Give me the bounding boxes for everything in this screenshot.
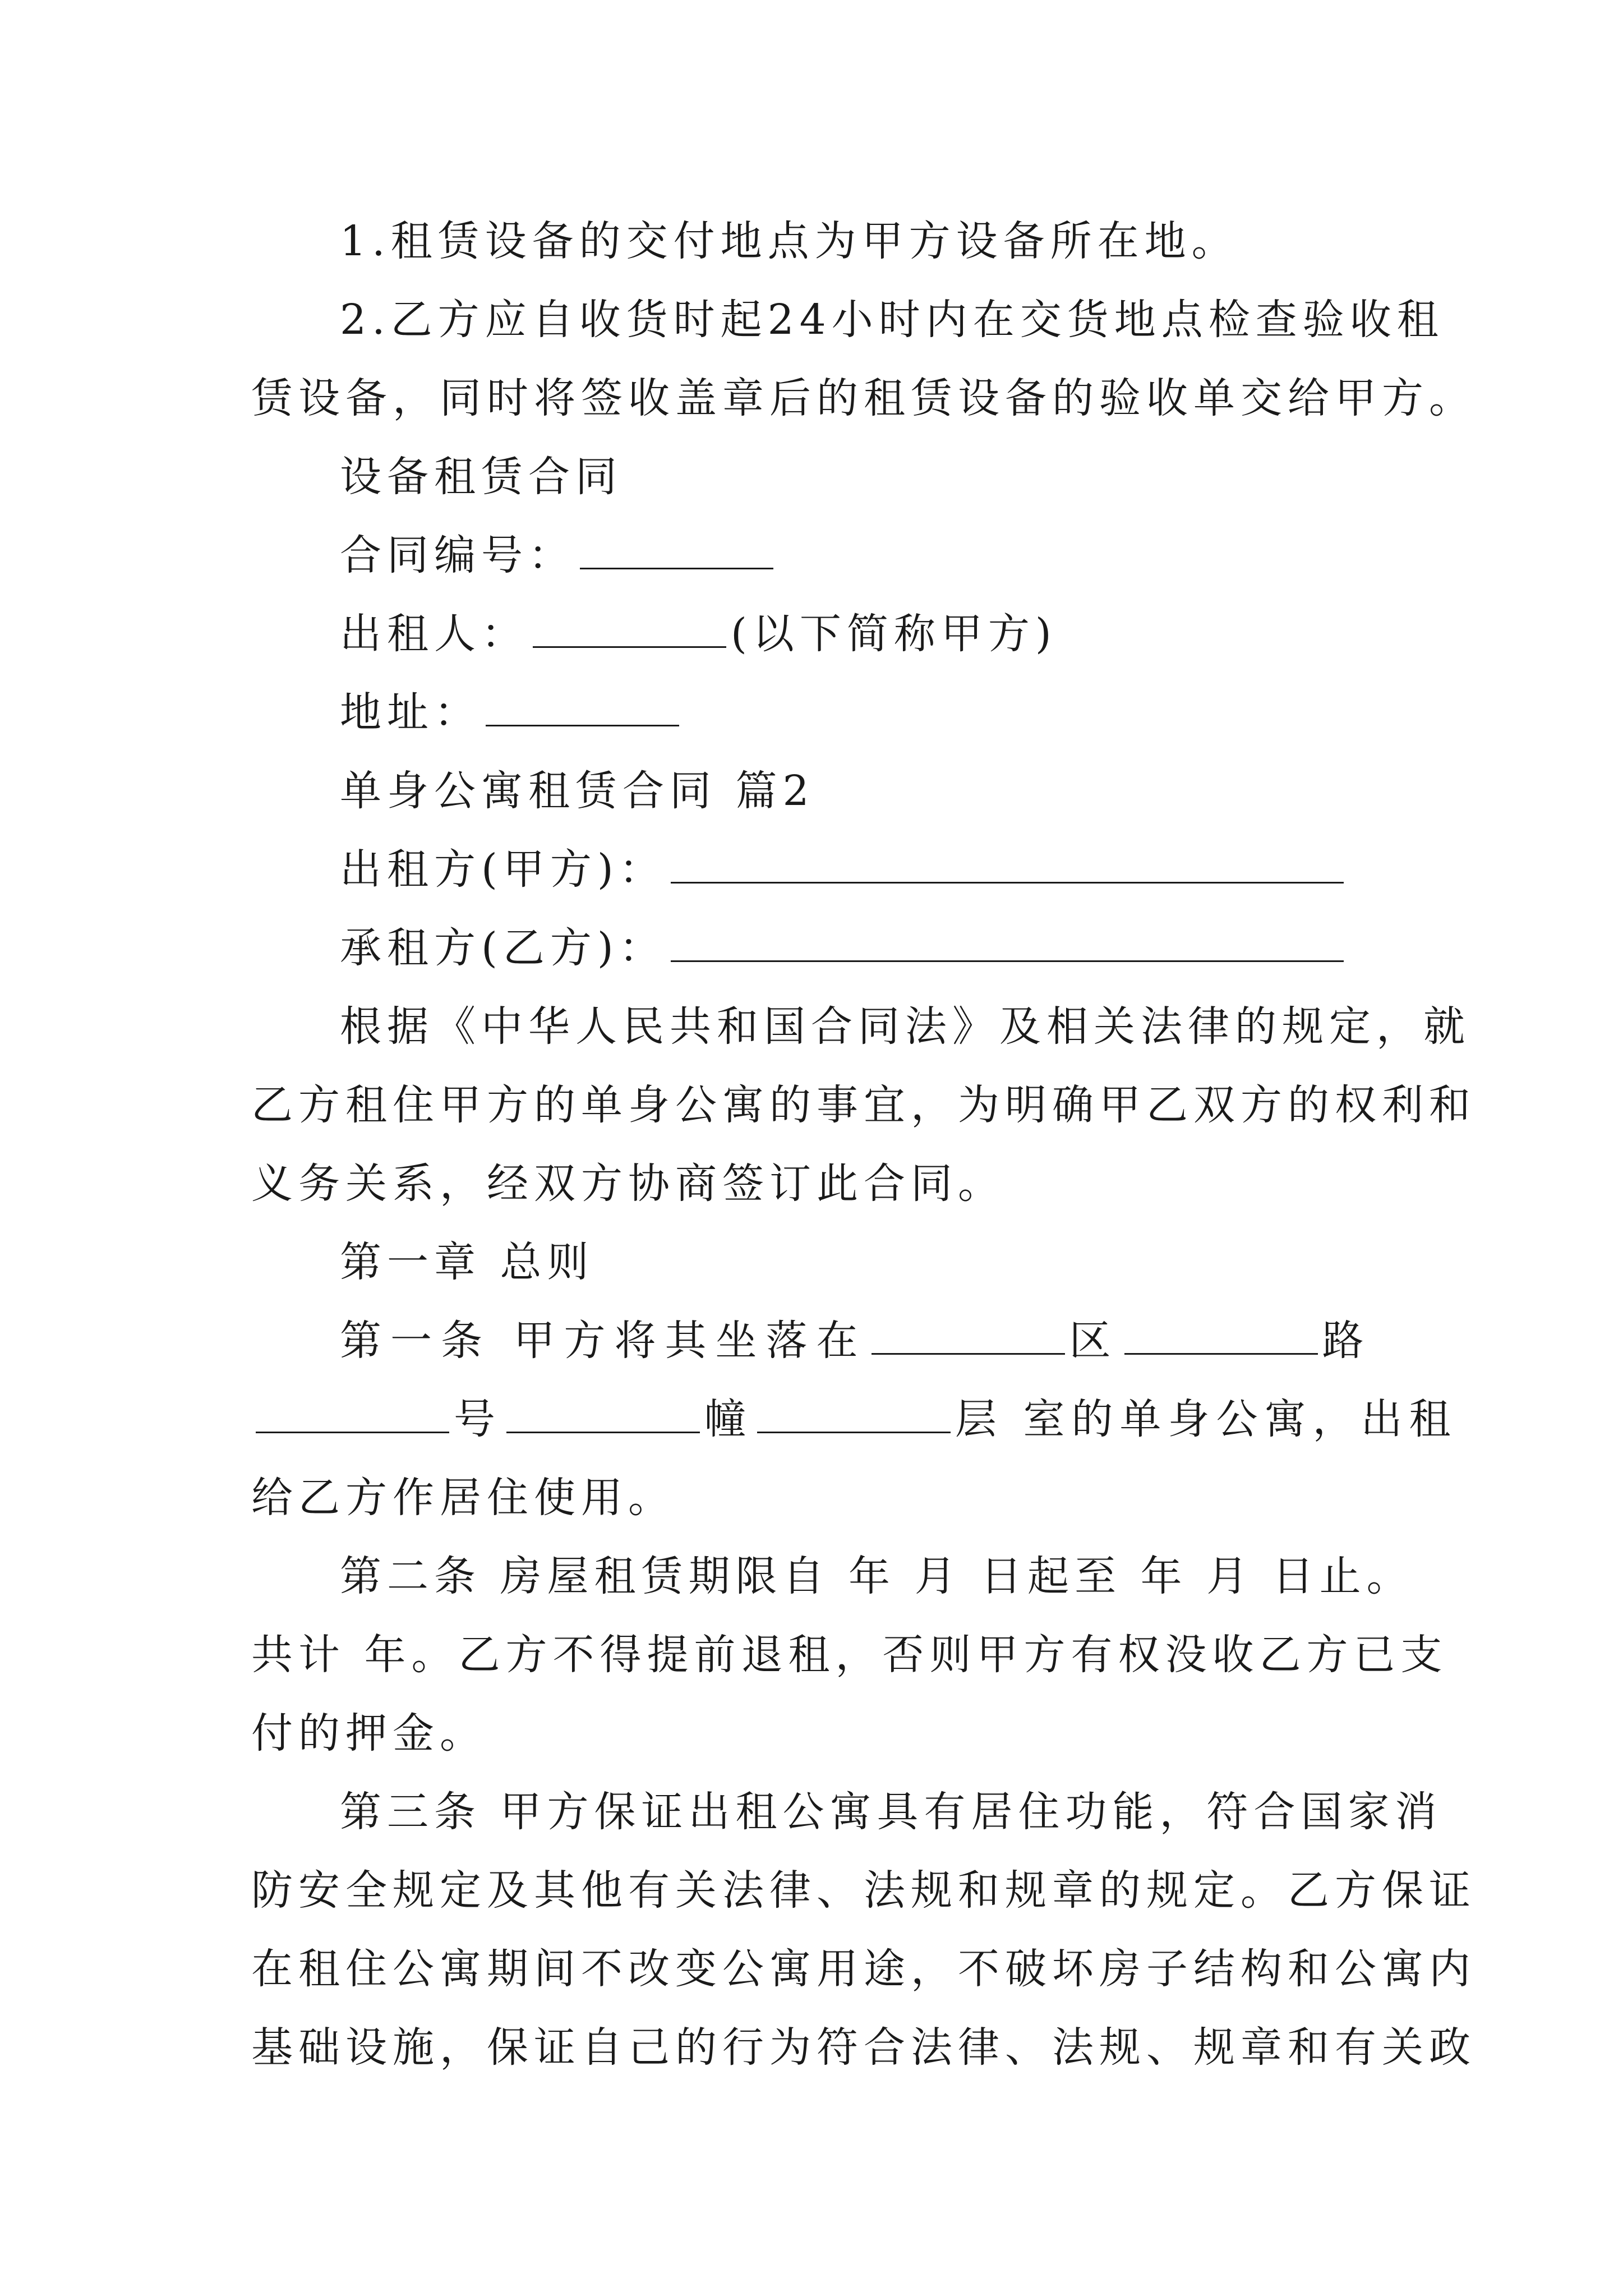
road-blank [1124, 1320, 1318, 1355]
article-1-text-e: 幢 [704, 1395, 753, 1443]
clause-inspection-line-1: 2.乙方应自收货时起24小时内在交货地点检查验收租 [340, 296, 1444, 344]
article-1-line-1 [251, 1301, 1378, 1380]
clause-inspection-line-2: 赁设备，同时将签收盖章后的租赁设备的验收单交给甲方。 [251, 374, 1476, 422]
contract-number-row [251, 516, 1378, 595]
party-b-row [251, 909, 1378, 987]
document-body [251, 202, 1476, 2087]
lessor-blank [533, 614, 726, 648]
article-1-text-a: 第一条 甲方将其坐落在 [340, 1317, 867, 1365]
building-blank [506, 1399, 700, 1433]
floor-blank [757, 1399, 951, 1433]
party-b-blank [671, 928, 1344, 962]
article-1-line-2 [251, 1380, 1458, 1458]
article-3-line-2: 防安全规定及其他有关法律、法规和规章的规定。乙方保证 [251, 1866, 1476, 1915]
preamble-line-3: 义务关系，经双方协商签订此合同。 [251, 1159, 1005, 1208]
clause-delivery-location: 1.租赁设备的交付地点为甲方设备所在地。 [340, 217, 1239, 265]
contract-title: 设备租赁合同 [340, 453, 623, 501]
article-1-text-d: 号 [454, 1395, 502, 1443]
article-1-text-c: 路 [1322, 1317, 1373, 1365]
number-blank [256, 1399, 449, 1433]
section-heading: 单身公寓租赁合同 篇2 [340, 767, 815, 815]
lessor-note: (以下简称甲方) [731, 610, 1057, 658]
contract-number-blank [580, 535, 773, 569]
chapter-heading: 第一章 总则 [340, 1238, 594, 1286]
address-label: 地址： [340, 688, 481, 737]
preamble-line-2: 乙方租住甲方的单身公寓的事宜，为明确甲乙双方的权利和 [251, 1081, 1476, 1129]
article-2-line-3: 付的押金。 [251, 1709, 487, 1757]
party-a-label: 出租方(甲方)： [340, 845, 666, 894]
article-2-line-1: 第二条 房屋租赁期限自 年 月 日起至 年 月 日止。 [340, 1552, 1414, 1600]
preamble-line-1: 根据《中华人民共和国合同法》及相关法律的规定，就 [340, 1002, 1470, 1051]
lessor-row [251, 595, 1378, 673]
article-1-text-b: 区 [1069, 1317, 1120, 1365]
article-3-line-4: 基础设施，保证自己的行为符合法律、法规、规章和有关政 [251, 2023, 1476, 2072]
lessor-label: 出租人： [340, 610, 528, 658]
address-blank [486, 692, 679, 726]
contract-number-label: 合同编号： [340, 531, 575, 579]
party-a-row [251, 830, 1378, 909]
article-3-line-1: 第三条 甲方保证出租公寓具有居住功能，符合国家消 [340, 1788, 1442, 1836]
article-1-line-3: 给乙方作居住使用。 [251, 1474, 675, 1522]
article-1-text-f: 层 室的单身公寓，出租 [955, 1395, 1458, 1443]
article-3-line-3: 在租住公寓期间不改变公寓用途，不破坏房子结构和公寓内 [251, 1945, 1476, 1993]
party-a-blank [671, 849, 1344, 884]
address-row [251, 673, 1378, 752]
article-2-line-2: 共计 年。乙方不得提前退租，否则甲方有权没收乙方已支 [251, 1631, 1448, 1679]
party-b-label: 承租方(乙方)： [340, 924, 666, 972]
district-blank [872, 1320, 1065, 1355]
